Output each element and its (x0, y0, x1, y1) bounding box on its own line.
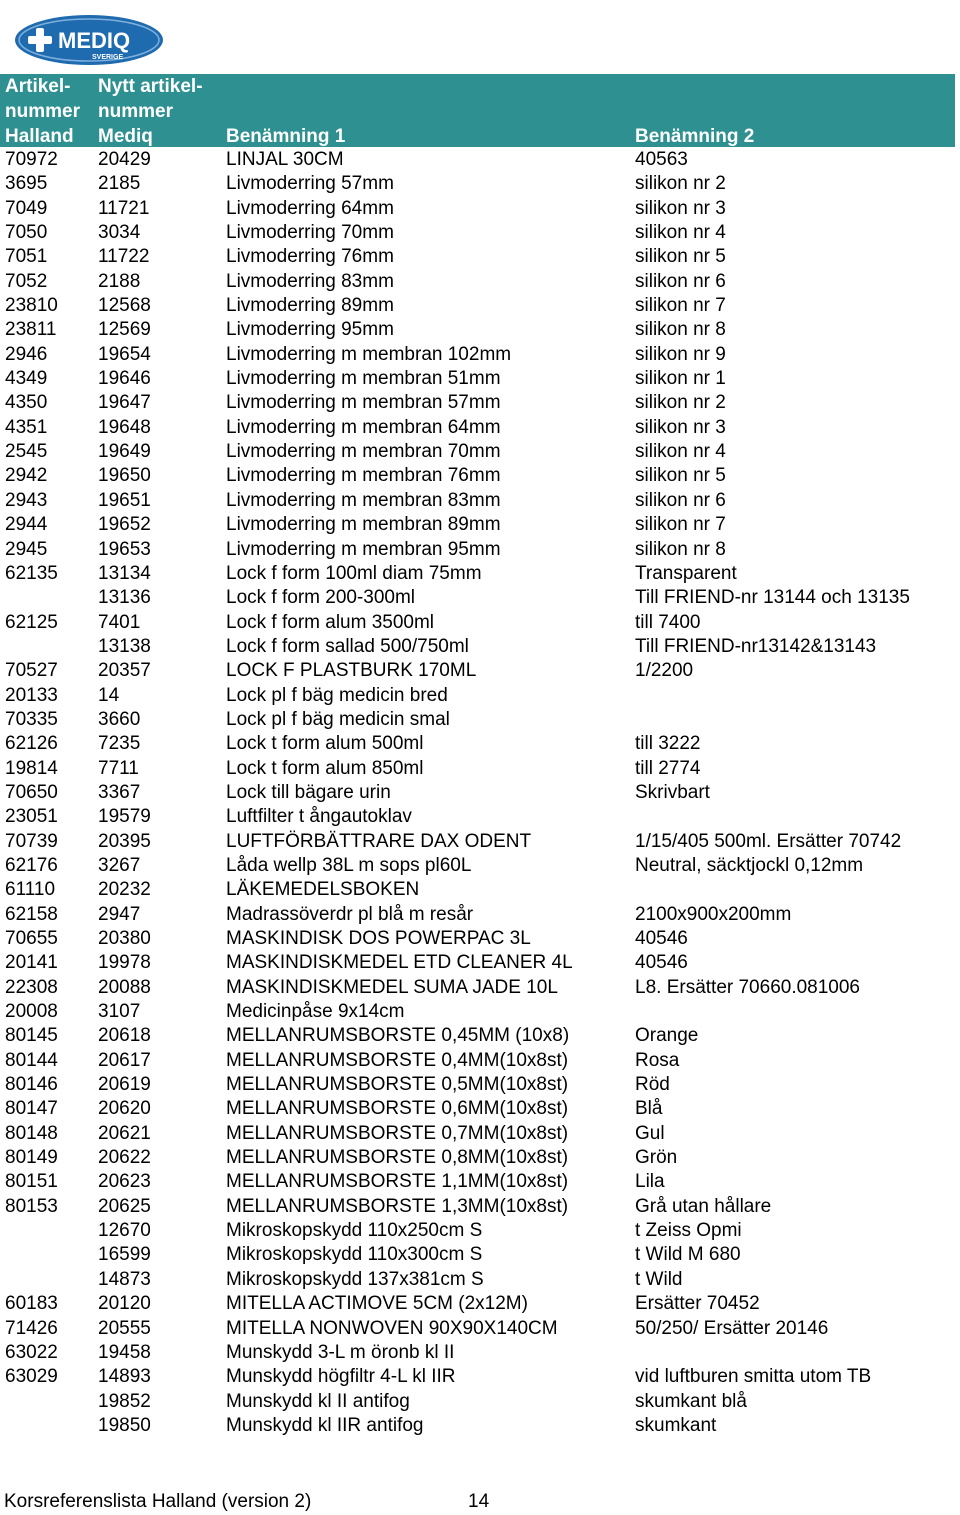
cell-benamning-2: 50/250/ Ersätter 20146 (635, 1317, 829, 1339)
cell-artikelnummer-halland: 23811 (5, 319, 57, 341)
table-row (0, 1341, 960, 1365)
cell-benamning-2: 40546 (635, 952, 688, 974)
cell-artikelnummer-mediq: 20395 (98, 830, 151, 852)
cell-benamning-1: Madrassöverdr pl blå m resår (226, 903, 474, 925)
table-row (0, 148, 960, 172)
cell-artikelnummer-mediq: 2947 (98, 903, 141, 925)
cell-benamning-2: silikon nr 6 (635, 270, 726, 292)
svg-text:SVERIGE: SVERIGE (92, 54, 124, 61)
cell-benamning-1: Livmoderring m membran 89mm (226, 514, 501, 536)
cell-artikelnummer-mediq: 13138 (98, 635, 151, 657)
cell-benamning-1: Livmoderring 95mm (226, 319, 394, 341)
table-row (0, 318, 960, 342)
cell-benamning-2: silikon nr 7 (635, 295, 726, 317)
cell-benamning-2: silikon nr 8 (635, 319, 726, 341)
cell-benamning-2: silikon nr 2 (635, 392, 726, 414)
cell-artikelnummer-mediq: 19579 (98, 806, 151, 828)
cell-artikelnummer-mediq: 19978 (98, 952, 151, 974)
table-row (0, 1195, 960, 1219)
cell-artikelnummer-mediq: 19649 (98, 441, 151, 463)
cell-benamning-1: Munskydd kl IIR antifog (226, 1414, 424, 1436)
cell-artikelnummer-halland: 19814 (5, 757, 58, 779)
cell-artikelnummer-mediq: 20120 (98, 1293, 151, 1315)
cell-benamning-2: 40546 (635, 928, 688, 949)
table-row (0, 221, 960, 245)
header-artikelnummer-halland: Artikel- nummer Halland (5, 76, 80, 147)
cell-artikelnummer-mediq: 20621 (98, 1122, 151, 1144)
table-row (0, 1292, 960, 1316)
cell-benamning-2: till 2774 (635, 757, 701, 779)
cell-benamning-1: Livmoderring 57mm (226, 173, 394, 195)
cell-benamning-1: MITELLA NONWOVEN 90X90X140CM (226, 1317, 558, 1339)
table-row (0, 172, 960, 196)
cell-artikelnummer-halland: 70655 (5, 928, 58, 949)
cell-artikelnummer-mediq: 20623 (98, 1171, 151, 1193)
table-row (0, 1414, 960, 1438)
header-benamning-2: Benämning 2 (635, 126, 755, 147)
table-row (0, 245, 960, 269)
cell-artikelnummer-halland: 4351 (5, 416, 48, 438)
cell-benamning-1: Livmoderring 64mm (226, 197, 394, 219)
table-row (0, 586, 960, 610)
cell-artikelnummer-halland: 20008 (5, 1001, 58, 1023)
cell-benamning-1: MELLANRUMSBORSTE 0,8MM(10x8st) (226, 1147, 569, 1169)
cell-benamning-2: t Wild M 680 (635, 1244, 741, 1266)
cell-benamning-1: LUFTFÖRBÄTTRARE DAX ODENT (226, 830, 532, 852)
cell-artikelnummer-halland: 80149 (5, 1147, 58, 1169)
cell-benamning-2: silikon nr 5 (635, 465, 726, 487)
cell-benamning-2: Ersätter 70452 (635, 1293, 760, 1315)
cell-benamning-1: Livmoderring 83mm (226, 270, 394, 292)
cell-benamning-2: Till FRIEND-nr 13144 och 13135 (635, 587, 910, 609)
cell-benamning-1: Lock pl f bäg medicin smal (226, 708, 450, 730)
cell-benamning-1: Livmoderring m membran 83mm (226, 489, 501, 511)
cell-benamning-2: Röd (635, 1074, 670, 1096)
cell-artikelnummer-halland: 7052 (5, 270, 48, 292)
table-row (0, 367, 960, 391)
cell-benamning-1: Lock t form alum 500ml (226, 733, 424, 755)
cell-artikelnummer-mediq: 14873 (98, 1268, 151, 1290)
cell-benamning-1: MASKINDISKMEDEL ETD CLEANER 4L (226, 952, 573, 974)
cell-artikelnummer-halland: 80153 (5, 1195, 58, 1217)
cell-benamning-1: Mikroskopskydd 110x250cm S (226, 1220, 483, 1242)
cell-artikelnummer-mediq: 7235 (98, 733, 141, 755)
table-row (0, 805, 960, 829)
cell-benamning-2: 2100x900x200mm (635, 903, 792, 925)
table-row (0, 732, 960, 756)
cell-benamning-1: Livmoderring 89mm (226, 295, 394, 317)
mediq-logo (14, 14, 164, 66)
cell-benamning-1: Medicinpåse 9x14cm (226, 1001, 405, 1023)
cell-artikelnummer-halland: 7049 (5, 197, 48, 219)
table-row (0, 1170, 960, 1194)
cell-artikelnummer-halland: 63029 (5, 1366, 58, 1388)
cell-benamning-2: silikon nr 2 (635, 173, 726, 195)
cell-benamning-2: vid luftburen smitta utom TB (635, 1366, 872, 1388)
table-row (0, 708, 960, 732)
table-row (0, 1146, 960, 1170)
cell-artikelnummer-halland: 20133 (5, 684, 58, 706)
cell-artikelnummer-halland: 2944 (5, 514, 48, 536)
cell-artikelnummer-mediq: 14893 (98, 1366, 151, 1388)
table-row (0, 416, 960, 440)
cell-artikelnummer-mediq: 3107 (98, 1001, 141, 1023)
cell-artikelnummer-mediq: 7711 (98, 757, 139, 779)
cell-benamning-2: Skrivbart (635, 781, 710, 803)
cell-benamning-2: silikon nr 8 (635, 538, 726, 560)
table-row (0, 951, 960, 975)
cell-artikelnummer-halland: 62135 (5, 562, 58, 584)
table-row (0, 440, 960, 464)
cell-artikelnummer-halland: 2946 (5, 343, 48, 365)
cell-artikelnummer-mediq: 3660 (98, 708, 141, 730)
cell-benamning-1: Lock f form 100ml diam 75mm (226, 562, 482, 584)
table-row (0, 197, 960, 221)
cell-artikelnummer-halland: 62126 (5, 733, 58, 755)
cell-artikelnummer-halland: 7050 (5, 222, 48, 244)
cell-artikelnummer-mediq: 19648 (98, 416, 151, 438)
cell-benamning-1: Livmoderring m membran 64mm (226, 416, 501, 438)
table-row (0, 1024, 960, 1048)
cell-artikelnummer-halland: 71426 (5, 1317, 58, 1339)
cell-benamning-2: 1/15/405 500ml. Ersätter 70742 (635, 830, 902, 852)
cell-benamning-1: Mikroskopskydd 110x300cm S (226, 1244, 483, 1266)
table-row (0, 1049, 960, 1073)
cell-benamning-1: Lock pl f bäg medicin bred (226, 684, 448, 706)
cell-artikelnummer-mediq: 20088 (98, 976, 151, 998)
cell-artikelnummer-mediq: 7401 (98, 611, 141, 633)
cell-benamning-2: Till FRIEND-nr13142&13143 (635, 635, 877, 657)
cell-benamning-1: Luftfilter t ångautoklav (226, 806, 412, 828)
cell-benamning-2: silikon nr 4 (635, 222, 726, 244)
cell-artikelnummer-halland: 63022 (5, 1341, 58, 1363)
cell-artikelnummer-mediq: 14 (98, 684, 120, 706)
cell-benamning-2: silikon nr 4 (635, 441, 726, 463)
cell-artikelnummer-halland: 62125 (5, 611, 58, 633)
cell-artikelnummer-mediq: 19653 (98, 538, 151, 560)
table-row (0, 1243, 960, 1267)
cell-benamning-2: silikon nr 1 (635, 368, 726, 390)
cell-benamning-2: silikon nr 5 (635, 246, 726, 268)
cell-benamning-2: Gul (635, 1122, 665, 1144)
cell-benamning-2: 1/2200 (635, 660, 694, 682)
cell-benamning-2: t Zeiss Opmi (635, 1220, 742, 1242)
table-row (0, 391, 960, 415)
table-row (0, 659, 960, 683)
cell-benamning-1: Livmoderring m membran 70mm (226, 441, 501, 463)
cell-benamning-2: 40563 (635, 149, 688, 170)
cell-artikelnummer-halland: 80147 (5, 1098, 58, 1120)
cell-artikelnummer-halland: 2545 (5, 441, 48, 463)
cell-artikelnummer-halland: 2943 (5, 489, 48, 511)
cell-artikelnummer-mediq: 20620 (98, 1098, 151, 1120)
cell-benamning-2: t Wild (635, 1268, 683, 1290)
cell-artikelnummer-halland: 60183 (5, 1293, 58, 1315)
table-row (0, 976, 960, 1000)
cell-artikelnummer-mediq: 3267 (98, 854, 141, 876)
cell-artikelnummer-mediq: 2188 (98, 270, 141, 292)
cell-benamning-1: Livmoderring m membran 76mm (226, 465, 501, 487)
table-row (0, 927, 960, 951)
cell-benamning-2: Grön (635, 1147, 678, 1169)
table-header (0, 74, 955, 147)
cell-artikelnummer-mediq: 20619 (98, 1074, 151, 1096)
cell-benamning-2: silikon nr 3 (635, 197, 726, 219)
table-row (0, 757, 960, 781)
cell-artikelnummer-mediq: 20617 (98, 1049, 151, 1071)
table-row (0, 538, 960, 562)
table-row (0, 830, 960, 854)
cell-benamning-1: Livmoderring m membran 51mm (226, 368, 501, 390)
cell-benamning-2: silikon nr 6 (635, 489, 726, 511)
cell-artikelnummer-halland: 22308 (5, 976, 58, 998)
cell-artikelnummer-halland: 3695 (5, 173, 48, 195)
cell-benamning-1: LINJAL 30CM (226, 149, 344, 170)
cell-artikelnummer-mediq: 20232 (98, 879, 151, 901)
cell-benamning-1: Munskydd 3-L m öronb kl II (226, 1341, 455, 1363)
table-row (0, 489, 960, 513)
cell-benamning-2: Neutral, säcktjockl 0,12mm (635, 854, 864, 876)
cell-artikelnummer-mediq: 19654 (98, 343, 151, 365)
cell-benamning-1: MELLANRUMSBORSTE 0,4MM(10x8st) (226, 1049, 569, 1071)
cell-artikelnummer-mediq: 20357 (98, 660, 151, 682)
svg-text:MEDIQ: MEDIQ (58, 28, 131, 53)
cell-artikelnummer-halland: 80144 (5, 1049, 58, 1071)
cell-artikelnummer-mediq: 19852 (98, 1390, 151, 1412)
cell-artikelnummer-mediq: 20555 (98, 1317, 151, 1339)
table-row (0, 294, 960, 318)
header-nytt-artikelnummer-mediq: Nytt artikel- nummer Mediq (98, 76, 203, 147)
cell-benamning-2: Rosa (635, 1049, 680, 1071)
table-row (0, 611, 960, 635)
cell-artikelnummer-mediq: 20380 (98, 928, 151, 949)
cell-artikelnummer-halland: 20141 (5, 952, 58, 974)
cell-benamning-1: MELLANRUMSBORSTE 0,5MM(10x8st) (226, 1074, 569, 1096)
table-row (0, 343, 960, 367)
table-row (0, 562, 960, 586)
cell-artikelnummer-halland: 62158 (5, 903, 58, 925)
cell-benamning-1: MELLANRUMSBORSTE 1,3MM(10x8st) (226, 1195, 569, 1217)
cell-benamning-2: silikon nr 3 (635, 416, 726, 438)
cell-artikelnummer-mediq: 19646 (98, 368, 151, 390)
table-body (0, 148, 960, 1438)
cell-benamning-1: Munskydd kl II antifog (226, 1390, 410, 1412)
cell-artikelnummer-mediq: 2185 (98, 173, 141, 195)
table-row (0, 1268, 960, 1292)
cell-artikelnummer-mediq: 19850 (98, 1414, 151, 1436)
cell-benamning-1: LÄKEMEDELSBOKEN (226, 879, 420, 901)
cell-artikelnummer-mediq: 3034 (98, 222, 141, 244)
cell-benamning-1: Lock till bägare urin (226, 781, 391, 803)
cell-artikelnummer-halland: 23810 (5, 295, 58, 317)
cell-benamning-1: MELLANRUMSBORSTE 0,45MM (10x8) (226, 1025, 570, 1047)
cell-benamning-1: Livmoderring 76mm (226, 246, 394, 268)
cell-artikelnummer-mediq: 16599 (98, 1244, 151, 1266)
cell-benamning-2: Orange (635, 1025, 699, 1047)
cell-artikelnummer-halland: 70972 (5, 149, 58, 170)
cell-artikelnummer-halland: 80146 (5, 1074, 58, 1096)
cell-benamning-1: Lock f form 200-300ml (226, 587, 416, 609)
cell-artikelnummer-mediq: 12569 (98, 319, 151, 341)
table-row (0, 464, 960, 488)
cell-artikelnummer-mediq: 19650 (98, 465, 151, 487)
cell-artikelnummer-halland: 2945 (5, 538, 48, 560)
cell-benamning-1: MASKINDISK DOS POWERPAC 3L (226, 928, 531, 949)
cell-benamning-1: MASKINDISKMEDEL SUMA JADE 10L (226, 976, 558, 998)
cell-artikelnummer-halland: 70650 (5, 781, 58, 803)
table-row (0, 781, 960, 805)
cell-benamning-2: Blå (635, 1098, 663, 1120)
cell-artikelnummer-mediq: 19652 (98, 514, 151, 536)
footer-title: Korsreferenslista Halland (version 2) (4, 1491, 312, 1512)
cell-benamning-1: MELLANRUMSBORSTE 1,1MM(10x8st) (226, 1171, 569, 1193)
cell-artikelnummer-halland: 80145 (5, 1025, 58, 1047)
cell-artikelnummer-halland: 62176 (5, 854, 58, 876)
table-row (0, 1317, 960, 1341)
cell-benamning-1: Livmoderring 70mm (226, 222, 394, 244)
cell-benamning-1: Lock t form alum 850ml (226, 757, 424, 779)
cell-artikelnummer-mediq: 12568 (98, 295, 151, 317)
cell-artikelnummer-mediq: 19651 (98, 489, 151, 511)
cell-artikelnummer-mediq: 20622 (98, 1147, 151, 1169)
table-row (0, 854, 960, 878)
table-row (0, 684, 960, 708)
cell-benamning-2: skumkant (635, 1414, 717, 1436)
table-row (0, 878, 960, 902)
table-row (0, 513, 960, 537)
cell-benamning-2: L8. Ersätter 70660.081006 (635, 976, 861, 998)
cell-benamning-2: Lila (635, 1171, 665, 1193)
cell-artikelnummer-mediq: 20618 (98, 1025, 151, 1047)
cell-benamning-2: till 7400 (635, 611, 701, 633)
cell-artikelnummer-halland: 70335 (5, 708, 58, 730)
table-row (0, 1122, 960, 1146)
cell-benamning-1: LOCK F PLASTBURK 170ML (226, 660, 477, 682)
cell-artikelnummer-halland: 7051 (5, 246, 48, 268)
cell-artikelnummer-mediq: 11721 (98, 197, 150, 219)
cell-artikelnummer-mediq: 20625 (98, 1195, 151, 1217)
cell-benamning-2: silikon nr 7 (635, 514, 726, 536)
cell-artikelnummer-mediq: 12670 (98, 1220, 151, 1242)
cell-artikelnummer-halland: 80148 (5, 1122, 58, 1144)
table-row (0, 1097, 960, 1121)
table-row (0, 1390, 960, 1414)
cell-benamning-1: Munskydd högfiltr 4-L kl IIR (226, 1366, 456, 1388)
page-number: 14 (468, 1491, 490, 1512)
cell-benamning-1: Låda wellp 38L m sops pl60L (226, 854, 472, 876)
cell-benamning-1: Mikroskopskydd 137x381cm S (226, 1268, 484, 1290)
cell-artikelnummer-halland: 4350 (5, 392, 48, 414)
cell-benamning-1: Livmoderring m membran 102mm (226, 343, 512, 365)
header-benamning-1: Benämning 1 (226, 126, 346, 147)
table-row (0, 1000, 960, 1024)
cell-benamning-2: silikon nr 9 (635, 343, 726, 365)
cell-artikelnummer-halland: 80151 (5, 1171, 58, 1193)
cell-artikelnummer-mediq: 13134 (98, 562, 151, 584)
cell-artikelnummer-mediq: 13136 (98, 587, 151, 609)
cell-benamning-1: MITELLA ACTIMOVE 5CM (2x12M) (226, 1293, 528, 1315)
cell-artikelnummer-mediq: 20429 (98, 149, 151, 170)
table-row (0, 635, 960, 659)
cell-artikelnummer-halland: 2942 (5, 465, 48, 487)
cell-artikelnummer-halland: 70527 (5, 660, 58, 682)
cell-artikelnummer-mediq: 3367 (98, 781, 141, 803)
cell-benamning-1: MELLANRUMSBORSTE 0,7MM(10x8st) (226, 1122, 569, 1144)
cell-benamning-2: Transparent (635, 562, 737, 584)
cell-benamning-2: skumkant blå (635, 1390, 747, 1412)
cell-artikelnummer-mediq: 19647 (98, 392, 151, 414)
table-row (0, 903, 960, 927)
cell-artikelnummer-mediq: 19458 (98, 1341, 151, 1363)
table-row (0, 1073, 960, 1097)
cell-benamning-2: till 3222 (635, 733, 701, 755)
table-row (0, 270, 960, 294)
cell-benamning-1: Livmoderring m membran 95mm (226, 538, 501, 560)
table-row (0, 1365, 960, 1389)
table-row (0, 1219, 960, 1243)
cell-benamning-1: Lock f form sallad 500/750ml (226, 635, 469, 657)
cell-benamning-1: MELLANRUMSBORSTE 0,6MM(10x8st) (226, 1098, 569, 1120)
cell-artikelnummer-halland: 4349 (5, 368, 48, 390)
cell-artikelnummer-halland: 70739 (5, 830, 58, 852)
cell-benamning-1: Lock f form alum 3500ml (226, 611, 435, 633)
cell-benamning-1: Livmoderring m membran 57mm (226, 392, 501, 414)
cell-artikelnummer-halland: 61110 (5, 879, 56, 901)
cell-benamning-2: Grå utan hållare (635, 1195, 772, 1217)
cell-artikelnummer-halland: 23051 (5, 806, 58, 828)
cell-artikelnummer-mediq: 11722 (98, 246, 150, 268)
